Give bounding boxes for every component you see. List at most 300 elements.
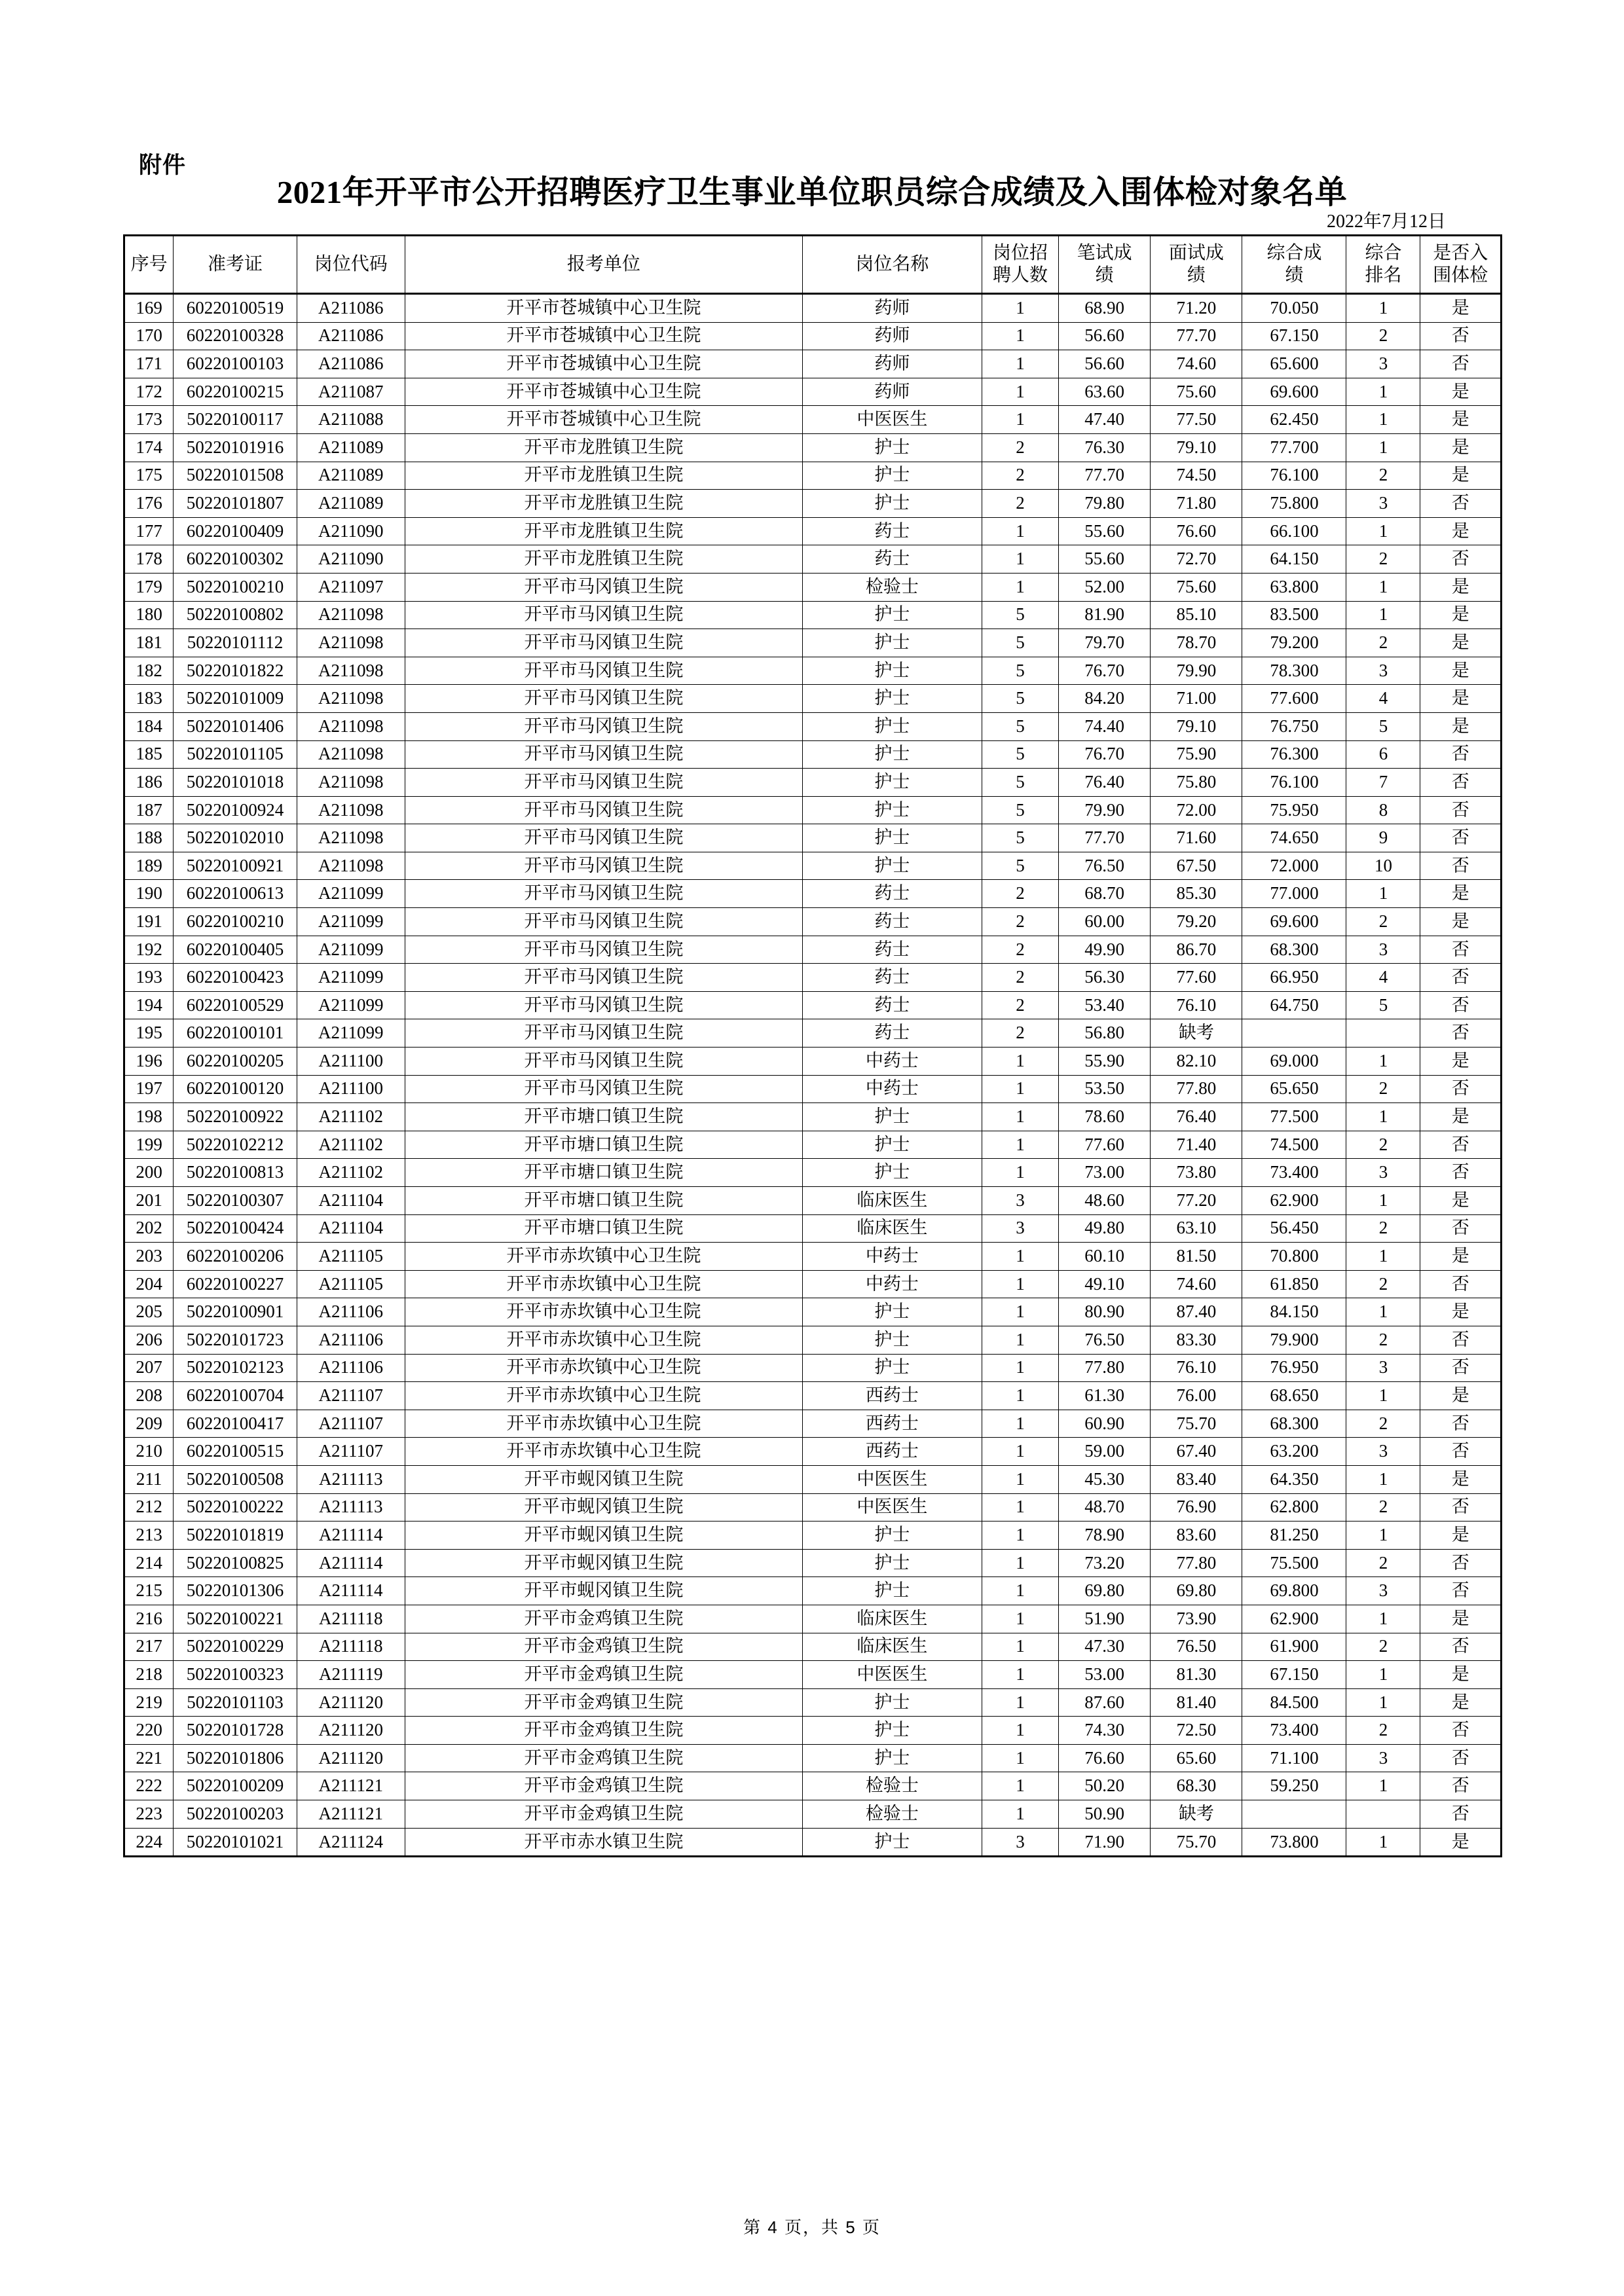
cell-shortlist: 是 — [1420, 1465, 1502, 1493]
table-row — [124, 964, 1502, 992]
cell-headcount: 2 — [982, 433, 1058, 462]
cell-seq: 178 — [124, 545, 174, 574]
cell-rank: 2 — [1346, 462, 1420, 490]
cell-apply-unit: 开平市苍城镇中心卫生院 — [405, 294, 802, 323]
cell-interview-score: 68.30 — [1151, 1772, 1242, 1800]
cell-apply-unit: 开平市金鸡镇卫生院 — [405, 1744, 802, 1772]
cell-rank: 3 — [1346, 1354, 1420, 1382]
cell-ticket: 50220101819 — [174, 1522, 297, 1550]
cell-post-name: 中药士 — [802, 1270, 982, 1298]
cell-apply-unit: 开平市塘口镇卫生院 — [405, 1131, 802, 1159]
cell-ticket: 50220100209 — [174, 1772, 297, 1800]
cell-written-score: 76.60 — [1059, 1744, 1151, 1772]
column-header-rank — [1346, 236, 1420, 294]
cell-shortlist: 否 — [1420, 936, 1502, 964]
cell-shortlist: 是 — [1420, 1103, 1502, 1131]
table-row — [124, 1633, 1502, 1661]
cell-shortlist: 是 — [1420, 1605, 1502, 1633]
cell-apply-unit: 开平市蚬冈镇卫生院 — [405, 1465, 802, 1493]
cell-seq: 169 — [124, 294, 174, 323]
cell-apply-unit: 开平市赤坎镇中心卫生院 — [405, 1382, 802, 1410]
cell-seq: 209 — [124, 1410, 174, 1438]
cell-rank: 1 — [1346, 1688, 1420, 1717]
cell-shortlist: 是 — [1420, 1828, 1502, 1857]
cell-seq: 207 — [124, 1354, 174, 1382]
cell-ticket: 50220100424 — [174, 1214, 297, 1243]
cell-ticket: 60220100417 — [174, 1410, 297, 1438]
cell-ticket: 50220100307 — [174, 1187, 297, 1215]
cell-apply-unit: 开平市马冈镇卫生院 — [405, 880, 802, 908]
cell-headcount: 1 — [982, 1633, 1058, 1661]
cell-apply-unit: 开平市马冈镇卫生院 — [405, 573, 802, 601]
column-header-seq: 序号 — [124, 236, 174, 294]
cell-apply-unit: 开平市蚬冈镇卫生院 — [405, 1493, 802, 1522]
cell-post-code: A211099 — [297, 908, 405, 936]
cell-shortlist: 否 — [1420, 1577, 1502, 1605]
cell-apply-unit: 开平市龙胜镇卫生院 — [405, 490, 802, 518]
cell-shortlist: 否 — [1420, 1410, 1502, 1438]
cell-interview-score: 81.50 — [1151, 1243, 1242, 1271]
cell-apply-unit: 开平市金鸡镇卫生院 — [405, 1717, 802, 1745]
cell-ticket: 60220100206 — [174, 1243, 297, 1271]
cell-total-score: 72.000 — [1242, 852, 1346, 880]
cell-post-code: A211099 — [297, 880, 405, 908]
cell-apply-unit: 开平市赤坎镇中心卫生院 — [405, 1270, 802, 1298]
cell-seq: 170 — [124, 322, 174, 350]
cell-total-score: 76.100 — [1242, 462, 1346, 490]
cell-post-name: 检验士 — [802, 1772, 982, 1800]
cell-shortlist: 是 — [1420, 1661, 1502, 1689]
cell-ticket: 60220100405 — [174, 936, 297, 964]
cell-post-name: 护士 — [802, 1131, 982, 1159]
cell-seq: 177 — [124, 517, 174, 545]
cell-total-score: 61.850 — [1242, 1270, 1346, 1298]
cell-post-code: A211089 — [297, 490, 405, 518]
cell-ticket: 50220102010 — [174, 824, 297, 852]
cell-total-score: 66.950 — [1242, 964, 1346, 992]
cell-apply-unit: 开平市马冈镇卫生院 — [405, 769, 802, 797]
cell-total-score: 69.600 — [1242, 378, 1346, 406]
cell-headcount: 3 — [982, 1828, 1058, 1857]
cell-total-score: 78.300 — [1242, 657, 1346, 685]
cell-post-code: A211098 — [297, 796, 405, 824]
cell-headcount: 1 — [982, 1549, 1058, 1577]
column-header-written-line2: 绩 — [1095, 265, 1114, 285]
cell-total-score: 69.000 — [1242, 1048, 1346, 1076]
cell-seq: 183 — [124, 685, 174, 713]
cell-ticket: 50220100825 — [174, 1549, 297, 1577]
cell-seq: 223 — [124, 1800, 174, 1829]
cell-ticket: 50220101306 — [174, 1577, 297, 1605]
cell-seq: 217 — [124, 1633, 174, 1661]
cell-interview-score: 83.60 — [1151, 1522, 1242, 1550]
cell-headcount: 5 — [982, 601, 1058, 629]
cell-ticket: 50220101723 — [174, 1326, 297, 1354]
cell-headcount: 1 — [982, 406, 1058, 434]
cell-shortlist: 否 — [1420, 1549, 1502, 1577]
cell-seq: 179 — [124, 573, 174, 601]
cell-written-score: 47.40 — [1059, 406, 1151, 434]
cell-seq: 173 — [124, 406, 174, 434]
cell-post-code: A211098 — [297, 601, 405, 629]
cell-written-score: 76.70 — [1059, 657, 1151, 685]
cell-headcount: 2 — [982, 991, 1058, 1019]
table-row — [124, 712, 1502, 740]
results-table — [123, 234, 1502, 1857]
cell-post-name: 药士 — [802, 545, 982, 574]
cell-apply-unit: 开平市马冈镇卫生院 — [405, 936, 802, 964]
cell-rank: 2 — [1346, 1326, 1420, 1354]
cell-rank: 1 — [1346, 294, 1420, 323]
cell-post-code: A211086 — [297, 350, 405, 378]
cell-total-score: 77.000 — [1242, 880, 1346, 908]
cell-ticket: 50220100922 — [174, 1103, 297, 1131]
cell-shortlist: 否 — [1420, 1717, 1502, 1745]
column-header-interview-score — [1151, 236, 1242, 294]
cell-seq: 204 — [124, 1270, 174, 1298]
cell-headcount: 1 — [982, 294, 1058, 323]
cell-ticket: 60220100227 — [174, 1270, 297, 1298]
cell-ticket: 60220100515 — [174, 1438, 297, 1466]
cell-post-name: 护士 — [802, 769, 982, 797]
cell-written-score: 52.00 — [1059, 573, 1151, 601]
cell-post-name: 护士 — [802, 433, 982, 462]
cell-post-code: A211089 — [297, 462, 405, 490]
cell-total-score: 59.250 — [1242, 1772, 1346, 1800]
cell-rank: 2 — [1346, 322, 1420, 350]
cell-interview-score: 65.60 — [1151, 1744, 1242, 1772]
cell-post-name: 护士 — [802, 1159, 982, 1187]
cell-post-name: 护士 — [802, 1103, 982, 1131]
cell-shortlist: 是 — [1420, 1048, 1502, 1076]
cell-written-score: 77.60 — [1059, 1131, 1151, 1159]
cell-apply-unit: 开平市塘口镇卫生院 — [405, 1187, 802, 1215]
cell-shortlist: 否 — [1420, 1214, 1502, 1243]
table-row — [124, 1522, 1502, 1550]
cell-shortlist: 否 — [1420, 1326, 1502, 1354]
cell-total-score: 73.400 — [1242, 1717, 1346, 1745]
cell-written-score: 56.30 — [1059, 964, 1151, 992]
cell-post-name: 护士 — [802, 629, 982, 657]
table-row — [124, 433, 1502, 462]
column-header-written-score — [1059, 236, 1151, 294]
cell-seq: 199 — [124, 1131, 174, 1159]
cell-written-score: 53.00 — [1059, 1661, 1151, 1689]
cell-interview-score: 85.10 — [1151, 601, 1242, 629]
cell-rank: 1 — [1346, 880, 1420, 908]
cell-total-score: 73.800 — [1242, 1828, 1346, 1857]
cell-post-name: 中药士 — [802, 1075, 982, 1103]
cell-post-code: A211090 — [297, 545, 405, 574]
cell-apply-unit: 开平市金鸡镇卫生院 — [405, 1800, 802, 1829]
cell-post-code: A211106 — [297, 1326, 405, 1354]
cell-shortlist: 否 — [1420, 322, 1502, 350]
cell-interview-score: 69.80 — [1151, 1577, 1242, 1605]
cell-shortlist: 是 — [1420, 1382, 1502, 1410]
cell-headcount: 1 — [982, 1688, 1058, 1717]
cell-headcount: 1 — [982, 1326, 1058, 1354]
cell-post-code: A211098 — [297, 712, 405, 740]
cell-post-name: 护士 — [802, 490, 982, 518]
cell-written-score: 76.50 — [1059, 1326, 1151, 1354]
cell-shortlist: 否 — [1420, 1019, 1502, 1048]
cell-apply-unit: 开平市蚬冈镇卫生院 — [405, 1522, 802, 1550]
cell-interview-score: 77.80 — [1151, 1549, 1242, 1577]
table-row — [124, 991, 1502, 1019]
cell-rank: 1 — [1346, 1048, 1420, 1076]
cell-rank: 1 — [1346, 1522, 1420, 1550]
cell-post-name: 西药士 — [802, 1382, 982, 1410]
cell-ticket: 50220101807 — [174, 490, 297, 518]
cell-apply-unit: 开平市苍城镇中心卫生院 — [405, 350, 802, 378]
cell-headcount: 1 — [982, 1522, 1058, 1550]
cell-post-code: A211124 — [297, 1828, 405, 1857]
table-row — [124, 1214, 1502, 1243]
cell-headcount: 1 — [982, 1744, 1058, 1772]
cell-apply-unit: 开平市赤坎镇中心卫生院 — [405, 1298, 802, 1326]
cell-seq: 181 — [124, 629, 174, 657]
cell-seq: 171 — [124, 350, 174, 378]
cell-headcount: 1 — [982, 1354, 1058, 1382]
cell-ticket: 50220100813 — [174, 1159, 297, 1187]
cell-headcount: 1 — [982, 1772, 1058, 1800]
cell-seq: 197 — [124, 1075, 174, 1103]
cell-total-score: 69.800 — [1242, 1577, 1346, 1605]
cell-shortlist: 是 — [1420, 1243, 1502, 1271]
table-row — [124, 322, 1502, 350]
column-header-shortlist — [1420, 236, 1502, 294]
cell-ticket: 60220100103 — [174, 350, 297, 378]
cell-interview-score: 79.10 — [1151, 433, 1242, 462]
cell-interview-score: 71.80 — [1151, 490, 1242, 518]
cell-written-score: 60.00 — [1059, 908, 1151, 936]
column-header-headcount-line1: 岗位招 — [992, 243, 1048, 264]
cell-seq: 212 — [124, 1493, 174, 1522]
table-row — [124, 378, 1502, 406]
cell-rank: 3 — [1346, 490, 1420, 518]
cell-total-score: 75.950 — [1242, 796, 1346, 824]
cell-apply-unit: 开平市赤坎镇中心卫生院 — [405, 1243, 802, 1271]
table-row — [124, 1465, 1502, 1493]
cell-post-code: A211113 — [297, 1493, 405, 1522]
cell-interview-score: 78.70 — [1151, 629, 1242, 657]
cell-post-code: A211100 — [297, 1075, 405, 1103]
column-header-interview-line2: 绩 — [1187, 265, 1206, 285]
cell-shortlist: 否 — [1420, 1075, 1502, 1103]
cell-rank: 3 — [1346, 936, 1420, 964]
column-header-apply-unit: 报考单位 — [405, 236, 802, 294]
cell-ticket: 60220100210 — [174, 908, 297, 936]
cell-interview-score: 缺考 — [1151, 1800, 1242, 1829]
cell-written-score: 47.30 — [1059, 1633, 1151, 1661]
cell-rank: 2 — [1346, 1214, 1420, 1243]
cell-interview-score: 75.80 — [1151, 769, 1242, 797]
cell-ticket: 60220100613 — [174, 880, 297, 908]
cell-total-score: 79.200 — [1242, 629, 1346, 657]
table-row — [124, 1103, 1502, 1131]
cell-headcount: 1 — [982, 1131, 1058, 1159]
cell-shortlist: 否 — [1420, 852, 1502, 880]
cell-interview-score: 76.90 — [1151, 1493, 1242, 1522]
cell-total-score: 64.150 — [1242, 545, 1346, 574]
cell-post-name: 中医医生 — [802, 1465, 982, 1493]
cell-apply-unit: 开平市龙胜镇卫生院 — [405, 545, 802, 574]
cell-post-name: 临床医生 — [802, 1187, 982, 1215]
cell-shortlist: 是 — [1420, 1522, 1502, 1550]
cell-shortlist: 否 — [1420, 964, 1502, 992]
cell-post-name: 护士 — [802, 1298, 982, 1326]
table-row — [124, 1243, 1502, 1271]
cell-post-name: 护士 — [802, 712, 982, 740]
cell-written-score: 71.90 — [1059, 1828, 1151, 1857]
cell-written-score: 76.30 — [1059, 433, 1151, 462]
cell-interview-score: 76.60 — [1151, 517, 1242, 545]
table-row — [124, 490, 1502, 518]
cell-seq: 213 — [124, 1522, 174, 1550]
cell-interview-score: 缺考 — [1151, 1019, 1242, 1048]
cell-headcount: 1 — [982, 1800, 1058, 1829]
table-row — [124, 1744, 1502, 1772]
cell-shortlist: 否 — [1420, 769, 1502, 797]
cell-interview-score: 67.50 — [1151, 852, 1242, 880]
cell-written-score: 49.80 — [1059, 1214, 1151, 1243]
cell-post-code: A211102 — [297, 1159, 405, 1187]
cell-interview-score: 77.20 — [1151, 1187, 1242, 1215]
cell-ticket: 60220100519 — [174, 294, 297, 323]
cell-seq: 192 — [124, 936, 174, 964]
cell-written-score: 55.60 — [1059, 517, 1151, 545]
table-row — [124, 796, 1502, 824]
cell-ticket: 60220100215 — [174, 378, 297, 406]
cell-ticket: 50220100508 — [174, 1465, 297, 1493]
cell-rank: 1 — [1346, 1661, 1420, 1689]
cell-written-score: 79.70 — [1059, 629, 1151, 657]
cell-apply-unit: 开平市塘口镇卫生院 — [405, 1214, 802, 1243]
cell-post-code: A211098 — [297, 657, 405, 685]
cell-shortlist: 是 — [1420, 406, 1502, 434]
cell-apply-unit: 开平市龙胜镇卫生院 — [405, 433, 802, 462]
cell-written-score: 73.20 — [1059, 1549, 1151, 1577]
cell-total-score: 83.500 — [1242, 601, 1346, 629]
cell-total-score: 79.900 — [1242, 1326, 1346, 1354]
cell-headcount: 1 — [982, 1410, 1058, 1438]
cell-written-score: 69.80 — [1059, 1577, 1151, 1605]
cell-total-score: 66.100 — [1242, 517, 1346, 545]
cell-ticket: 50220100229 — [174, 1633, 297, 1661]
cell-ticket: 50220100222 — [174, 1493, 297, 1522]
cell-written-score: 68.70 — [1059, 880, 1151, 908]
cell-ticket: 50220101916 — [174, 433, 297, 462]
cell-post-code: A211106 — [297, 1298, 405, 1326]
cell-ticket: 60220100120 — [174, 1075, 297, 1103]
cell-ticket: 50220101508 — [174, 462, 297, 490]
cell-seq: 224 — [124, 1828, 174, 1857]
cell-ticket: 50220102212 — [174, 1131, 297, 1159]
cell-headcount: 1 — [982, 545, 1058, 574]
cell-rank: 2 — [1346, 1075, 1420, 1103]
cell-post-code: A211099 — [297, 991, 405, 1019]
cell-written-score: 74.40 — [1059, 712, 1151, 740]
cell-ticket: 50220100221 — [174, 1605, 297, 1633]
cell-interview-score: 76.10 — [1151, 1354, 1242, 1382]
cell-headcount: 1 — [982, 1103, 1058, 1131]
cell-post-code: A211098 — [297, 685, 405, 713]
cell-interview-score: 76.40 — [1151, 1103, 1242, 1131]
cell-rank: 3 — [1346, 1438, 1420, 1466]
cell-rank: 2 — [1346, 1493, 1420, 1522]
cell-rank: 2 — [1346, 1717, 1420, 1745]
cell-shortlist: 是 — [1420, 880, 1502, 908]
cell-seq: 200 — [124, 1159, 174, 1187]
cell-seq: 220 — [124, 1717, 174, 1745]
cell-shortlist: 否 — [1420, 991, 1502, 1019]
cell-rank: 1 — [1346, 1243, 1420, 1271]
cell-apply-unit: 开平市马冈镇卫生院 — [405, 1019, 802, 1048]
cell-headcount: 1 — [982, 1605, 1058, 1633]
cell-headcount: 1 — [982, 1577, 1058, 1605]
table-row — [124, 629, 1502, 657]
cell-post-name: 西药士 — [802, 1438, 982, 1466]
table-row — [124, 462, 1502, 490]
cell-total-score: 74.650 — [1242, 824, 1346, 852]
cell-total-score: 84.150 — [1242, 1298, 1346, 1326]
cell-interview-score: 74.60 — [1151, 1270, 1242, 1298]
cell-total-score: 63.800 — [1242, 573, 1346, 601]
cell-written-score: 55.90 — [1059, 1048, 1151, 1076]
table-row — [124, 573, 1502, 601]
cell-seq: 194 — [124, 991, 174, 1019]
table-row — [124, 517, 1502, 545]
cell-apply-unit: 开平市蚬冈镇卫生院 — [405, 1577, 802, 1605]
cell-seq: 190 — [124, 880, 174, 908]
cell-post-name: 护士 — [802, 1522, 982, 1550]
column-header-total-score — [1242, 236, 1346, 294]
cell-written-score: 51.90 — [1059, 1605, 1151, 1633]
cell-seq: 219 — [124, 1688, 174, 1717]
cell-shortlist: 是 — [1420, 573, 1502, 601]
cell-written-score: 74.30 — [1059, 1717, 1151, 1745]
cell-headcount: 1 — [982, 1661, 1058, 1689]
column-header-rank-line1: 综合 — [1365, 243, 1402, 264]
cell-ticket: 50220100921 — [174, 852, 297, 880]
cell-ticket: 50220101806 — [174, 1744, 297, 1772]
table-row — [124, 908, 1502, 936]
cell-interview-score: 75.70 — [1151, 1828, 1242, 1857]
cell-rank: 1 — [1346, 1298, 1420, 1326]
cell-ticket: 50220101112 — [174, 629, 297, 657]
cell-shortlist: 否 — [1420, 1270, 1502, 1298]
cell-apply-unit: 开平市马冈镇卫生院 — [405, 629, 802, 657]
cell-seq: 174 — [124, 433, 174, 462]
cell-headcount: 5 — [982, 629, 1058, 657]
cell-ticket: 50220101728 — [174, 1717, 297, 1745]
cell-post-name: 中药士 — [802, 1048, 982, 1076]
cell-total-score: 76.300 — [1242, 740, 1346, 769]
cell-shortlist: 是 — [1420, 378, 1502, 406]
cell-post-name: 护士 — [802, 1828, 982, 1857]
cell-shortlist: 是 — [1420, 629, 1502, 657]
cell-rank: 1 — [1346, 1382, 1420, 1410]
table-row — [124, 1326, 1502, 1354]
table-row — [124, 1354, 1502, 1382]
cell-interview-score: 74.50 — [1151, 462, 1242, 490]
cell-total-score: 77.700 — [1242, 433, 1346, 462]
cell-ticket: 50220101018 — [174, 769, 297, 797]
cell-ticket: 60220100529 — [174, 991, 297, 1019]
cell-rank: 4 — [1346, 964, 1420, 992]
cell-total-score: 63.200 — [1242, 1438, 1346, 1466]
cell-interview-score: 77.70 — [1151, 322, 1242, 350]
